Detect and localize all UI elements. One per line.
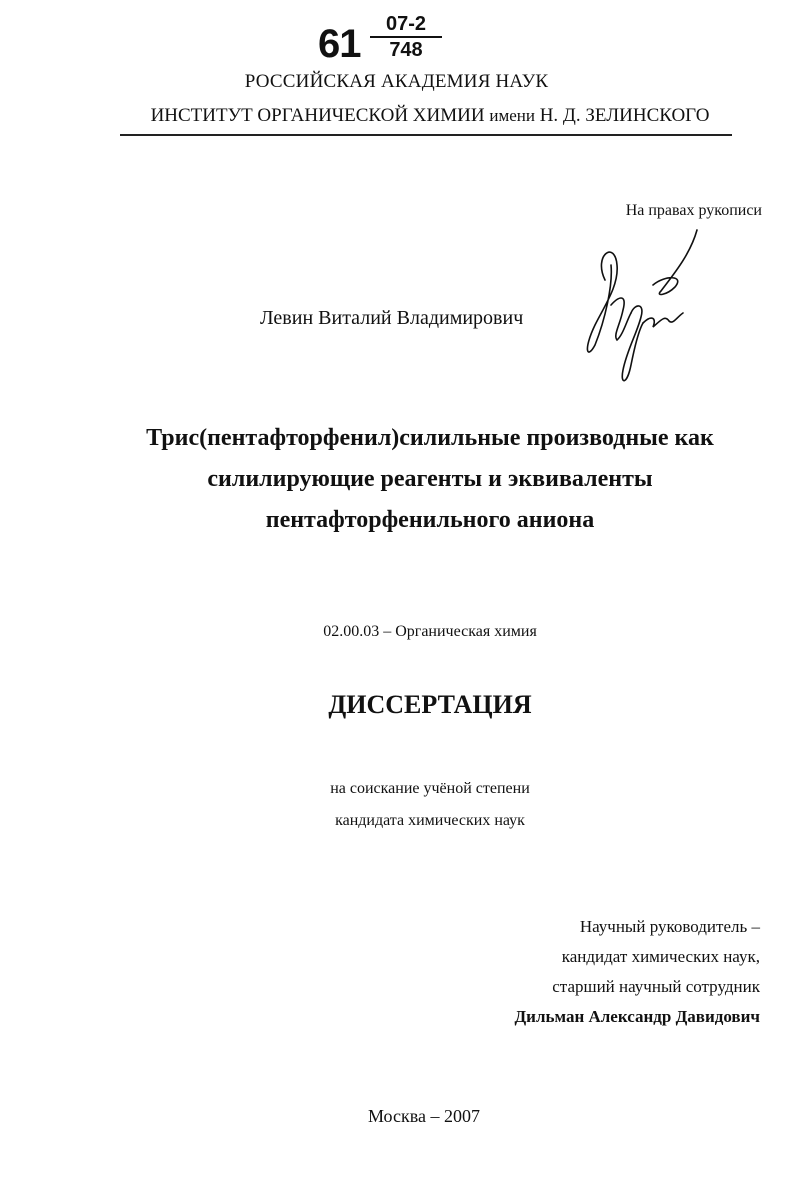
degree-line: кандидата химических наук [335,812,525,829]
author-name: Левин Виталий Владимирович [260,307,524,329]
adviser-degree: кандидат химических наук, [561,947,760,966]
document-type: ДИССЕРТАЦИЯ [328,690,532,719]
title-line: Трис(пентафторфенил)силильные производные как [146,425,714,451]
place-and-year: Москва – 2007 [368,1106,480,1126]
title-line: пентафторфенильного аниона [265,507,595,533]
institute-main: ИНСТИТУТ ОРГАНИЧЕСКОЙ ХИМИИ [150,105,485,126]
degree-statement [0,773,793,837]
shelfmark-fraction [370,14,442,60]
academy-name: РОССИЙСКАЯ АКАДЕМИЯ НАУК [244,71,549,92]
specialty-code: 02.00.03 – Органическая химия [323,623,537,640]
adviser-position: старший научный сотрудник [552,977,760,996]
signature-icon [565,225,705,390]
degree-line: на соискание учёной степени [330,780,530,797]
dissertation-title [0,418,793,541]
shelfmark-main: 61 [318,22,361,66]
institute-namesake: Н. Д. ЗЕЛИНСКОГО [539,105,710,126]
shelfmark-numerator: 07-2 [385,13,427,35]
rights-notice: На правах рукописи [625,202,762,219]
fraction-bar [370,36,442,38]
scientific-adviser [514,912,760,1032]
shelfmark-denominator: 748 [389,39,423,61]
adviser-name: Дильман Александр Давидович [514,1007,760,1026]
adviser-role: Научный руководитель – [579,917,760,936]
institute-imeni: имени [489,106,535,125]
title-line: силилирующие реагенты и эквиваленты [207,466,653,492]
institute-name [0,105,793,127]
header-divider [120,134,732,136]
